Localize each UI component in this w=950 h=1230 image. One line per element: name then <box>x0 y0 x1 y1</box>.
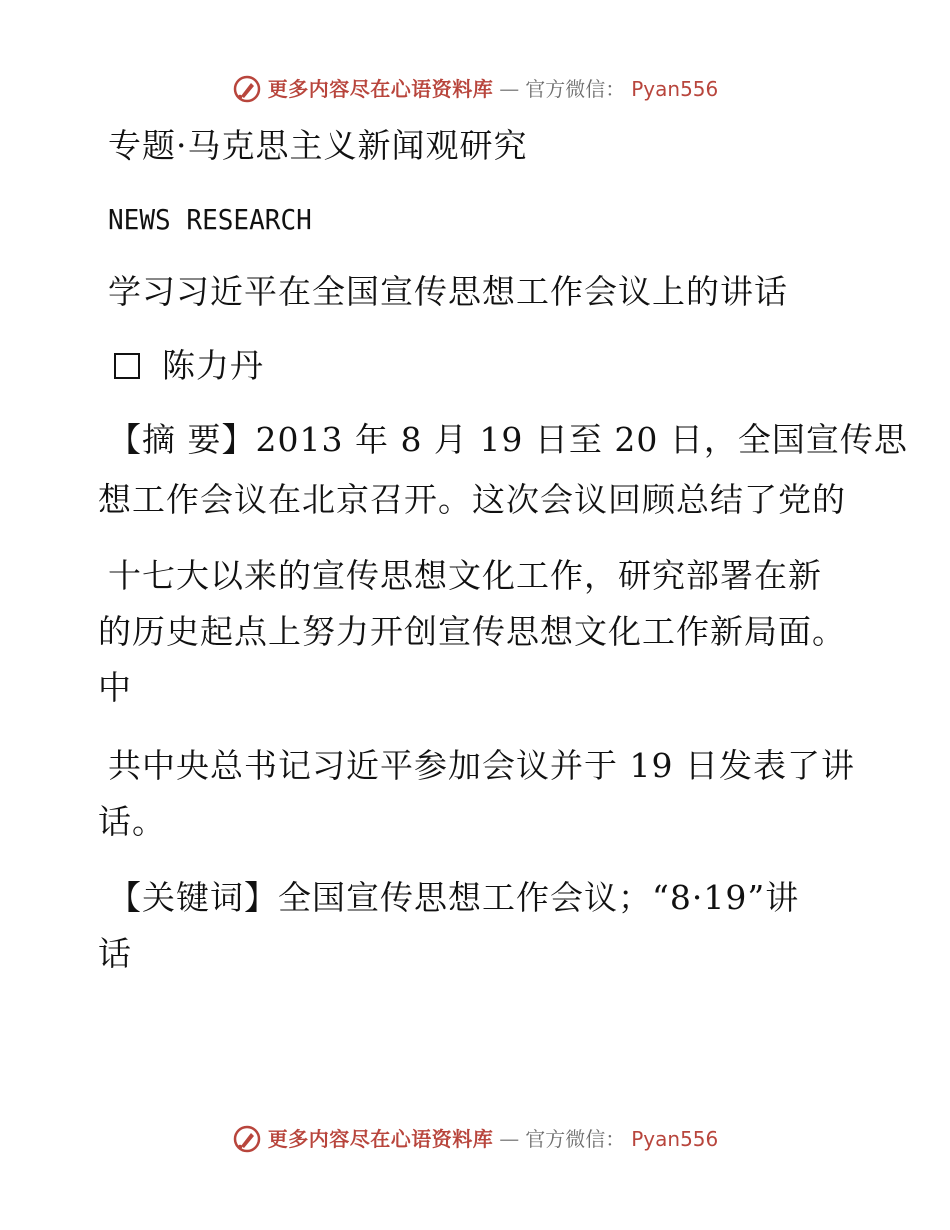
abstract-line: 【摘 要】2013 年 8 月 19 日至 20 日，全国宣传思 <box>108 420 908 459</box>
abstract-line: 的历史起点上努力开创宣传思想文化工作新局面。 <box>98 612 846 651</box>
watermark-brand: 更多内容尽在心语资料库 <box>267 1127 494 1151</box>
abstract-line: 共中央总书记习近平参加会议并于 19 日发表了讲 <box>108 746 855 785</box>
abstract-line: 想工作会议在北京召开。这次会议回顾总结了党的 <box>98 480 846 519</box>
article-title: 学习习近平在全国宣传思想工作会议上的讲话 <box>108 272 788 311</box>
abstract-line: 中 <box>98 668 132 707</box>
section-title-english: NEWS RESEARCH <box>108 203 312 236</box>
abstract-line: 十七大以来的宣传思想文化工作，研究部署在新 <box>108 556 822 595</box>
keywords-line: 【关键词】全国宣传思想工作会议；“8·19”讲 <box>108 878 800 917</box>
section-title: 专题·马克思主义新闻观研究 <box>108 126 528 165</box>
pen-nib-icon <box>232 74 262 104</box>
watermark-brand: 更多内容尽在心语资料库 <box>267 77 494 101</box>
watermark-banner-bottom <box>0 1124 950 1154</box>
keywords-line: 话 <box>98 934 132 973</box>
watermark-label: 官方微信： <box>525 77 626 101</box>
author-line <box>108 346 264 386</box>
abstract-line: 话。 <box>98 802 166 841</box>
pen-nib-icon <box>232 1124 262 1154</box>
author-name: 陈力丹 <box>162 346 264 385</box>
watermark-label: 官方微信： <box>525 1127 626 1151</box>
author-marker-box <box>114 353 140 379</box>
watermark-wechat-id: Pyan556 <box>631 77 719 101</box>
watermark-dash: — <box>499 77 520 101</box>
watermark-wechat-id: Pyan556 <box>631 1127 719 1151</box>
watermark-banner-top <box>0 74 950 104</box>
watermark-dash: — <box>499 1127 520 1151</box>
